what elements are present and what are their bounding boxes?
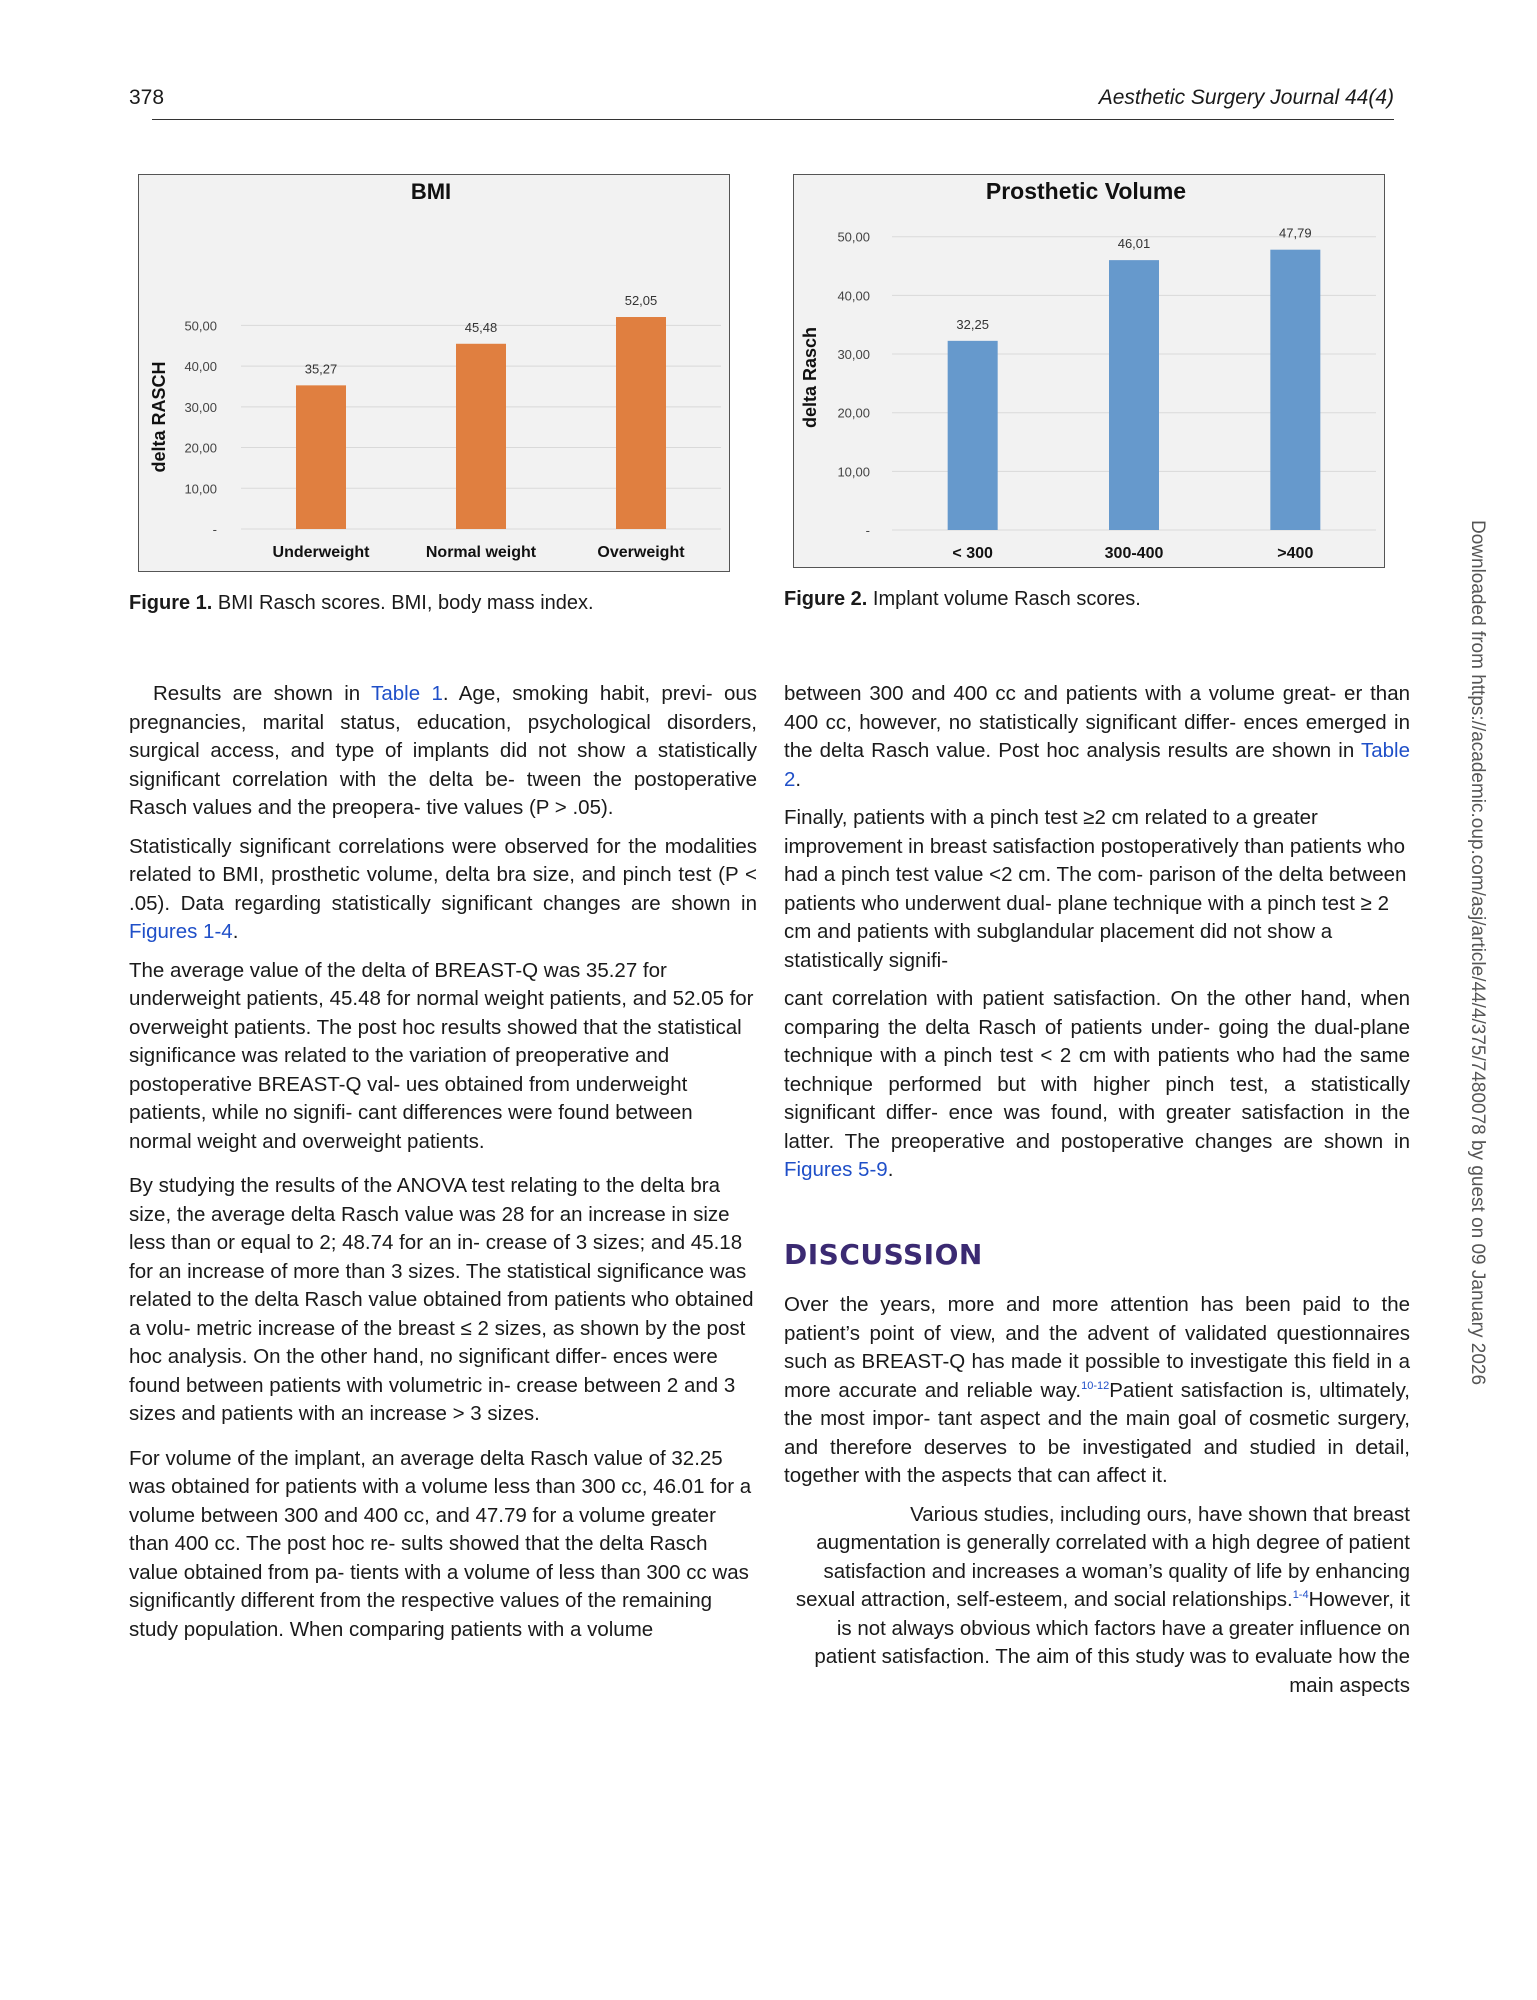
figure1-ytick-label: 10,00	[184, 481, 217, 497]
figure1-ylabel: delta RASCH	[149, 361, 169, 473]
text: Patient satisfaction is, ultimately, the most impor- tant aspect and the main goal of cosmetic surgery, and therefore deserves to be investigated and studied in detail, together with the aspects that can affect it.	[784, 1378, 1411, 1487]
figure2-caption-text: Implant volume Rasch scores.	[867, 588, 1141, 610]
paragraph-correlations	[129, 833, 757, 947]
figure1-ytick-label: 30,00	[184, 399, 217, 415]
right-column	[784, 680, 1410, 1710]
text: However, it is not always obvious which factors have a greater influence on patient satisfaction. The aim of this study was to evaluate how the main aspects	[814, 1588, 1410, 1697]
reference-10-12[interactable]: 10-12	[1081, 1379, 1110, 1392]
download-notice-text: Downloaded from https://academic.oup.com/asj/article/44/4/375/7480078 by guest on 09 January 2026	[1467, 520, 1488, 1386]
paragraph-bmi: The average value of the delta of BREAST-Q was 35.27 for underweight patients, 45.48 for normal weight patients, and 52.05 for overweight patients. The post hoc results showed that the statistical significance was related to the variation of preoperative and postoperative BREAST-Q val- ues obtained from underweight patients, while no signifi- cant differences were found between normal weight and overweight patients.	[129, 958, 754, 1153]
figure2-category-label: >400	[1277, 545, 1314, 562]
table1-link[interactable]: Table 1	[371, 682, 443, 705]
figure2-chart	[793, 174, 1385, 568]
figure2-caption-label: Figure 2.	[784, 588, 868, 610]
figure1-caption-label: Figure 1.	[129, 592, 213, 614]
discussion-heading: DISCUSSION	[784, 1237, 983, 1271]
figure1-category-label: Normal weight	[425, 544, 537, 561]
figure1-value-label: 52,05	[624, 293, 658, 309]
paragraph-results	[129, 680, 757, 823]
figure1-svg	[139, 175, 729, 571]
paragraph-discussion-2	[784, 1501, 1410, 1701]
paragraph-pinch-test: Finally, patients with a pinch test ≥2 cm related to a greater improvement in breast satisfaction postoperatively than patients who had a pinch test value <2 cm. The com- parison of the delta between patients who underwent dual- plane technique with a pinch test ≥ 2 cm and patients with subglandular placement did not show a statistically signifi-	[784, 806, 1407, 972]
paragraph-dual-plane	[784, 985, 1410, 1185]
paragraph-bra-size: By studying the results of the ANOVA test relating to the delta bra size, the average delta Rasch value was 28 for an increase in size less than or equal to 2; 48.74 for an in- crease of 3 sizes; and 45.18 for an increase of more than 3 sizes. The statistical significance was related to the delta Rasch value obtained from patients who obtained a volu- metric increase of the breast ≤ 2 sizes, as shown by the post hoc analysis. On the other hand, no significant differ- ences were found between patients with volumetric in- crease between 2 and 3 sizes and patients with an increase > 3 sizes.	[129, 1174, 754, 1425]
figure1-value-label: 35,27	[304, 361, 338, 377]
figure1-bar-0	[296, 385, 346, 529]
figure2-ylabel: delta Rasch	[800, 326, 820, 429]
figure2-category-label: < 300	[952, 545, 993, 562]
figure1-bar-2	[616, 317, 666, 529]
figure1-chart	[138, 174, 730, 572]
paragraph-volume: For volume of the implant, an average delta Rasch value of 32.25 was obtained for patients with a volume less than 300 cc, 46.01 for a volume between 300 and 400 cc, and 47.79 for a volume greater than 400 cc. The post hoc re- sults showed that the delta Rasch value obtained from pa- tients with a volume of less than 300 cc was significantly different from the respective values of the remaining study population. When comparing patients with a volume	[129, 1446, 752, 1641]
figure2-ytick-label: -	[865, 523, 870, 538]
paragraph-volume-cont	[784, 680, 1410, 794]
figure2-caption	[784, 586, 1394, 612]
figure2-category-label: 300-400	[1104, 545, 1164, 562]
journal-title: Aesthetic Surgery Journal 44(4)	[1098, 86, 1394, 109]
table2-link[interactable]: Table 2	[784, 739, 1410, 791]
figure2-ytick-label: 30,00	[837, 347, 870, 363]
figure2-bar-1	[1109, 260, 1159, 530]
download-notice	[1462, 520, 1492, 1420]
figure2-value-label: 46,01	[1117, 236, 1151, 252]
text: Over the years, more and more attention has been paid to the patient’s point of view, and the advent of validated questionnaires such as BREAST-Q has made it possible to investigate this field in a more accurate and reliable way.	[784, 1293, 1410, 1402]
figure2-value-label: 32,25	[956, 316, 989, 332]
text: .	[887, 1158, 894, 1181]
figure1-title: BMI	[410, 179, 452, 204]
figure2-value-label: 47,79	[1279, 225, 1312, 241]
figure2-ytick-label: 20,00	[837, 405, 870, 421]
figure1-bar-1	[456, 344, 506, 529]
figure2-ytick-label: 40,00	[837, 288, 870, 304]
figure2-ytick-label: 10,00	[837, 464, 870, 480]
figure1-ytick-label: 50,00	[184, 318, 217, 334]
figure1-value-label: 45,48	[464, 319, 498, 335]
figure2-svg	[794, 175, 1384, 567]
figure2-ytick-label: 50,00	[837, 229, 870, 245]
left-column	[129, 680, 757, 1654]
text: between 300 and 400 cc and patients with a volume great- er than 400 cc, however, no statistically significant differ- ences emerged in the delta Rasch value. Post hoc analysis results are shown in	[784, 682, 1410, 762]
figure1-ytick-label: 40,00	[184, 359, 217, 375]
figure1-ytick-label: 20,00	[184, 440, 217, 456]
text: Statistically significant correlations were observed for the modalities related to BMI, prosthetic volume, delta bra size, and pinch test (P < .05). Data regarding statistically significant changes are shown in	[129, 834, 757, 915]
figure1-category-label: Underweight	[272, 544, 370, 561]
figure1-caption	[129, 590, 739, 616]
figures-5-9-link[interactable]: Figures 5-9	[784, 1158, 888, 1181]
text: Results are shown in	[153, 682, 372, 705]
reference-1-4[interactable]: 1-4	[1292, 1589, 1309, 1602]
text: .	[795, 767, 802, 791]
figures-1-4-link[interactable]: Figures 1-4	[129, 920, 233, 943]
header-divider	[152, 119, 1394, 120]
text: .	[232, 920, 239, 943]
figure2-bar-2	[1270, 250, 1320, 530]
text: Various studies, including ours, have shown that breast augmentation is generally correlated with a high degree of patient satisfaction and increases a woman’s quality of life by enhancing sexual attraction, self-esteem, and social relationships.	[795, 1502, 1410, 1611]
text: . Age, smoking habit, previ- ous pregnancies, marital status, education, psychological disorders, surgical access, and type of implants did not show a statistically significant correlation with the delta be- tween the postoperative Rasch values and the preopera- tive values (P > .05).	[129, 682, 757, 819]
figure2-title: Prosthetic Volume	[985, 178, 1187, 204]
figure1-ytick-label: -	[212, 522, 217, 537]
figure2-bar-0	[948, 341, 998, 530]
paragraph-discussion-1	[784, 1291, 1410, 1491]
figure1-caption-text: BMI Rasch scores. BMI, body mass index.	[212, 592, 594, 614]
text: cant correlation with patient satisfaction. On the other hand, when comparing the delta Rasch of patients under- going the dual-plane technique with a pinch test < 2 cm with patients who had the same technique performed but with higher pinch test, a statistically significant differ- ence was found, with greater satisfaction in the latter. The preoperative and postoperative changes are shown in	[784, 987, 1410, 1153]
page-number: 378	[129, 86, 165, 109]
figure1-category-label: Overweight	[597, 544, 685, 561]
